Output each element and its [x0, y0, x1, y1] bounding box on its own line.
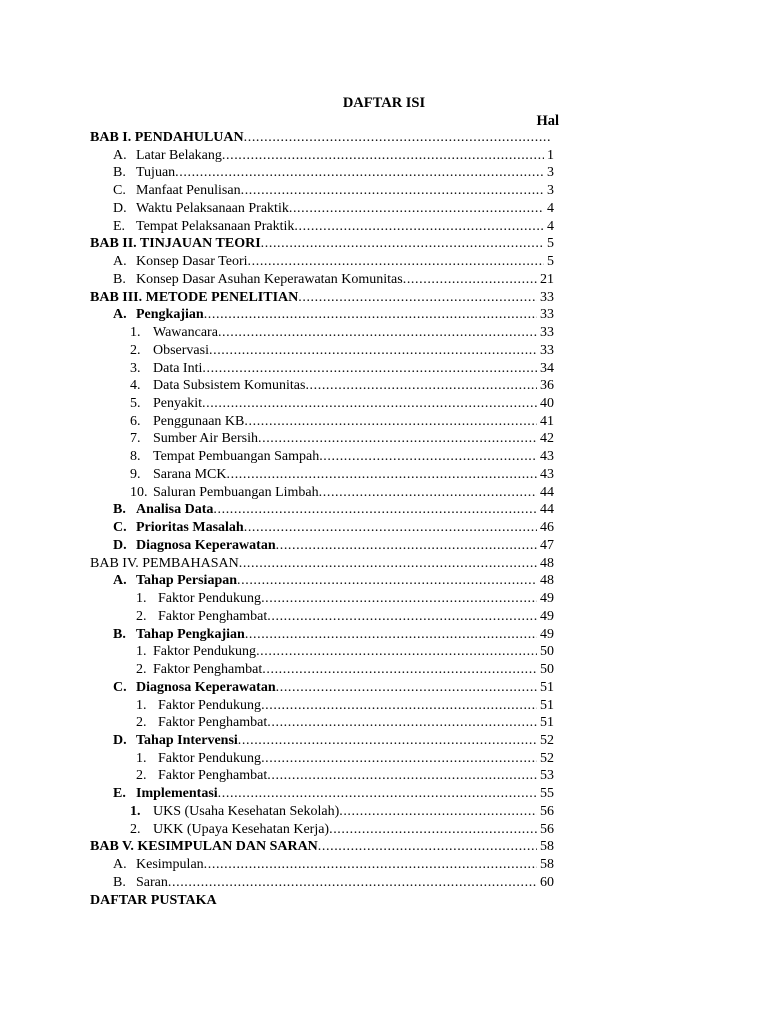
toc-entry-page-number: 3: [547, 165, 554, 181]
toc-entry: [0, 803, 768, 821]
toc-entry-page-number: 51: [540, 697, 554, 713]
toc-entry: [0, 501, 768, 519]
toc-entry: [0, 679, 768, 697]
dot-leader: [262, 661, 537, 679]
dot-leader: [244, 519, 537, 537]
toc-entry-title: Latar Belakang: [136, 147, 222, 163]
toc-entry-title: UKS (Usaha Kesehatan Sekolah): [153, 803, 340, 819]
dot-leader: [239, 555, 537, 573]
dot-leader: [202, 395, 537, 413]
toc-entry-marker: 1.: [136, 697, 147, 713]
toc-entry-marker: E.: [113, 218, 126, 234]
dot-leader: [168, 874, 537, 892]
toc-entry-page-number: 46: [540, 520, 554, 536]
dot-leader: [339, 803, 537, 821]
toc-entry: [0, 608, 768, 626]
toc-entry: [0, 484, 768, 502]
toc-entry-title: Manfaat Penulisan: [136, 183, 241, 199]
toc-entry: [0, 643, 768, 661]
toc-entry-page-number: 34: [540, 360, 554, 376]
dot-leader: [261, 590, 537, 608]
toc-entry-page-number: 56: [540, 803, 554, 819]
toc-entry: [0, 129, 768, 147]
toc-entry-title: Tahap Persiapan: [136, 573, 238, 589]
toc-entry-page-number: 4: [547, 218, 554, 234]
toc-entry-page-number: 60: [540, 874, 554, 890]
toc-entry-title: Faktor Pendukung: [158, 697, 262, 713]
toc-entry-page-number: 40: [540, 396, 554, 412]
toc-entry-title: Diagnosa Keperawatan: [136, 537, 276, 553]
toc-entry: [0, 289, 768, 307]
toc-entry: [0, 200, 768, 218]
toc-entry-title: Penyakit: [153, 396, 202, 412]
toc-entry: [0, 697, 768, 715]
toc-entry-page-number: 33: [540, 289, 554, 305]
toc-entry: [0, 360, 768, 378]
toc-entry-marker: 2.: [130, 342, 141, 358]
toc-entry-title: Kesimpulan: [136, 857, 204, 873]
toc-entry-title: BAB III. METODE PENELITIAN: [90, 289, 299, 305]
toc-entry-title: Faktor Penghambat: [153, 662, 263, 678]
dot-leader: [305, 377, 537, 395]
dot-leader: [261, 235, 544, 253]
toc-entry-page-number: 52: [540, 750, 554, 766]
dot-leader: [204, 306, 537, 324]
toc-entry: [0, 271, 768, 289]
toc-entry: [0, 342, 768, 360]
toc-entry-page-number: 43: [540, 449, 554, 465]
toc-entry-marker: 2.: [136, 608, 147, 624]
toc-entry-page-number: 5: [547, 236, 554, 252]
dot-leader: [403, 271, 537, 289]
toc-entry-page-number: 44: [540, 484, 554, 500]
toc-entry-marker: C.: [113, 679, 127, 695]
toc-entry-page-number: 56: [540, 821, 554, 837]
toc-entry-title: Data Subsistem Komunitas: [153, 378, 306, 394]
toc-entry-title: Tahap Pengkajian: [136, 626, 245, 642]
toc-entry-marker: A.: [113, 857, 127, 873]
toc-entry-title: Faktor Penghambat: [158, 715, 268, 731]
toc-entry-page-number: 44: [540, 502, 554, 518]
toc-entry-marker: 9.: [130, 466, 141, 482]
toc-entry-title: Tempat Pelaksanaan Praktik: [136, 218, 295, 234]
dot-leader: [209, 342, 537, 360]
toc-entry-title: Konsep Dasar Teori: [136, 254, 248, 270]
toc-entry-title: BAB I. PENDAHULUAN: [90, 130, 244, 145]
toc-entry-page-number: 41: [540, 413, 554, 429]
toc-entry-page-number: 33: [540, 307, 554, 323]
toc-entry-title: Sumber Air Bersih: [153, 431, 258, 447]
toc-entry-title: Konsep Dasar Asuhan Keperawatan Komunitas: [136, 271, 403, 287]
toc-entry-page-number: 1: [547, 147, 554, 163]
toc-entry-page-number: 21: [540, 271, 554, 287]
toc-entry-page-number: 43: [540, 466, 554, 482]
toc-entry-title: Prioritas Masalah: [136, 520, 244, 536]
dot-leader: [258, 430, 537, 448]
toc-entry-title: Tempat Pembuangan Sampah: [153, 449, 320, 465]
toc-entry: [0, 147, 768, 165]
toc-entry-title: Penggunaan KB: [153, 413, 245, 429]
dot-leader: [244, 413, 537, 431]
dot-leader: [202, 360, 537, 378]
toc-entry-page-number: 48: [540, 573, 554, 589]
dot-leader: [276, 537, 537, 555]
toc-entry: [0, 413, 768, 431]
toc-entry: [0, 714, 768, 732]
toc-entry-page-number: 58: [540, 857, 554, 873]
dot-leader: [267, 608, 537, 626]
dot-leader: [267, 767, 537, 785]
toc-list: [0, 129, 768, 909]
toc-entry-page-number: 49: [540, 608, 554, 624]
toc-entry: [0, 626, 768, 644]
toc-entry-title: Saran: [136, 874, 168, 890]
toc-entry: [0, 182, 768, 200]
dot-leader: [261, 697, 537, 715]
toc-entry-title: Tahap Intervensi: [136, 732, 238, 748]
toc-entry-title: Waktu Pelaksanaan Praktik: [136, 200, 289, 216]
toc-entry-title: Faktor Pendukung: [158, 750, 262, 766]
toc-entry-title: Sarana MCK: [153, 466, 227, 482]
toc-entry-title: Analisa Data: [136, 502, 214, 518]
toc-entry-page-number: 42: [540, 431, 554, 447]
dot-leader: [276, 679, 537, 697]
toc-entry-page-number: 4: [547, 200, 554, 216]
toc-entry-marker: 2.: [136, 768, 147, 784]
dot-leader: [227, 466, 538, 484]
toc-entry-marker: 5.: [130, 396, 141, 412]
toc-entry-page-number: 52: [540, 732, 554, 748]
toc-entry-marker: 3.: [130, 360, 141, 376]
toc-entry-page-number: 51: [540, 679, 554, 695]
dot-leader: [261, 750, 537, 768]
toc-entry-marker: B.: [113, 271, 126, 287]
dot-leader: [298, 289, 537, 307]
toc-entry-marker: D.: [113, 732, 127, 748]
toc-entry: [0, 785, 768, 803]
toc-entry: [0, 164, 768, 182]
dot-leader: [213, 501, 537, 519]
toc-entry: [0, 555, 768, 573]
toc-entry-marker: 1.: [130, 803, 141, 819]
toc-entry-marker: D.: [113, 200, 127, 216]
toc-entry-marker: C.: [113, 183, 126, 199]
toc-entry-title: Data Inti: [153, 360, 203, 376]
toc-entry-page-number: 33: [540, 342, 554, 358]
dot-leader: [319, 448, 537, 466]
toc-entry-marker: 10.: [130, 484, 148, 500]
toc-entry-title: DAFTAR PUSTAKA: [90, 892, 217, 908]
toc-entry-marker: 1.: [136, 750, 147, 766]
toc-entry: [0, 537, 768, 555]
toc-entry: [0, 767, 768, 785]
toc-entry-title: Diagnosa Keperawatan: [136, 679, 276, 695]
toc-entry: [0, 466, 768, 484]
toc-entry: [0, 430, 768, 448]
toc-entry-title: Faktor Penghambat: [158, 608, 268, 624]
toc-entry-marker: B.: [113, 165, 126, 181]
toc-entry: [0, 448, 768, 466]
toc-entry-title: Faktor Pendukung: [153, 644, 257, 660]
toc-entry-title: BAB V. KESIMPULAN DAN SARAN: [90, 839, 318, 855]
toc-entry-marker: 7.: [130, 431, 141, 447]
dot-leader: [218, 785, 537, 803]
dot-leader: [248, 253, 544, 271]
dot-leader: [218, 324, 537, 342]
toc-entry: [0, 395, 768, 413]
toc-entry-page-number: 49: [540, 626, 554, 642]
toc-entry: [0, 661, 768, 679]
toc-entry: [0, 253, 768, 271]
page-column-header: Hal: [536, 113, 559, 129]
toc-entry-title: Implementasi: [136, 786, 218, 802]
toc-entry-title: BAB II. TINJAUAN TEORI: [90, 236, 261, 252]
dot-leader: [175, 164, 544, 182]
dot-leader: [319, 484, 537, 502]
toc-entry-marker: B.: [113, 502, 126, 518]
toc-entry: [0, 750, 768, 768]
toc-entry-marker: D.: [113, 537, 127, 553]
dot-leader: [237, 572, 537, 590]
toc-entry: [0, 732, 768, 750]
toc-entry-marker: 2.: [130, 821, 141, 837]
toc-entry: [0, 856, 768, 874]
toc-entry-marker: A.: [113, 573, 127, 589]
toc-entry-title: Wawancara: [153, 325, 218, 341]
toc-entry: [0, 377, 768, 395]
dot-leader: [318, 838, 537, 856]
dot-leader: [329, 821, 537, 839]
toc-entry-marker: 1.: [136, 591, 147, 607]
dot-leader: [244, 129, 551, 147]
toc-entry-marker: 8.: [130, 449, 141, 465]
toc-entry: [0, 892, 768, 910]
toc-entry-page-number: 53: [540, 768, 554, 784]
toc-entry-page-number: 49: [540, 591, 554, 607]
toc-entry-marker: B.: [113, 874, 126, 890]
toc-entry-page-number: 36: [540, 378, 554, 394]
toc-entry-page-number: 51: [540, 715, 554, 731]
dot-leader: [241, 182, 544, 200]
toc-entry-title: Tujuan: [136, 165, 176, 181]
toc-entry-marker: A.: [113, 254, 127, 270]
toc-entry-title: Faktor Penghambat: [158, 768, 268, 784]
dot-leader: [204, 856, 537, 874]
toc-entry-title: Faktor Pendukung: [158, 591, 262, 607]
toc-entry-marker: 1.: [136, 644, 147, 660]
toc-entry-marker: 2.: [136, 662, 147, 678]
toc-entry: [0, 306, 768, 324]
toc-entry-marker: C.: [113, 520, 127, 536]
toc-entry: [0, 235, 768, 253]
toc-entry-marker: A.: [113, 307, 127, 323]
dot-leader: [267, 714, 537, 732]
toc-entry: [0, 590, 768, 608]
toc-entry: [0, 519, 768, 537]
toc-entry: [0, 821, 768, 839]
toc-entry-page-number: 5: [547, 254, 554, 270]
toc-entry: [0, 572, 768, 590]
toc-entry-page-number: 48: [540, 555, 554, 571]
toc-entry-title: BAB IV. PEMBAHASAN: [90, 555, 239, 571]
toc-entry-page-number: 55: [540, 786, 554, 802]
toc-entry-marker: 6.: [130, 413, 141, 429]
toc-entry-marker: B.: [113, 626, 126, 642]
toc-entry-marker: 4.: [130, 378, 141, 394]
toc-entry-page-number: 50: [540, 644, 554, 660]
dot-leader: [294, 218, 544, 236]
dot-leader: [222, 147, 544, 165]
toc-entry-page-number: 47: [540, 537, 554, 553]
toc-entry-title: Saluran Pembuangan Limbah: [153, 484, 319, 500]
dot-leader: [245, 626, 537, 644]
toc-entry-title: Pengkajian: [136, 307, 204, 323]
toc-entry-marker: A.: [113, 147, 127, 163]
toc-entry-page-number: 3: [547, 183, 554, 199]
toc-entry-page-number: 50: [540, 662, 554, 678]
dot-leader: [256, 643, 537, 661]
toc-entry-page-number: 33: [540, 325, 554, 341]
toc-entry: [0, 218, 768, 236]
dot-leader: [289, 200, 544, 218]
toc-entry: [0, 838, 768, 856]
toc-entry-marker: 2.: [136, 715, 147, 731]
toc-entry-title: Observasi: [153, 342, 209, 358]
toc-entry-marker: E.: [113, 786, 126, 802]
page-title: DAFTAR ISI: [342, 95, 426, 111]
toc-entry: [0, 324, 768, 342]
toc-entry-page-number: 58: [540, 839, 554, 855]
toc-entry-marker: 1.: [130, 325, 141, 341]
toc-entry: [0, 874, 768, 892]
dot-leader: [238, 732, 537, 750]
toc-entry-title: UKK (Upaya Kesehatan Kerja): [153, 821, 330, 837]
